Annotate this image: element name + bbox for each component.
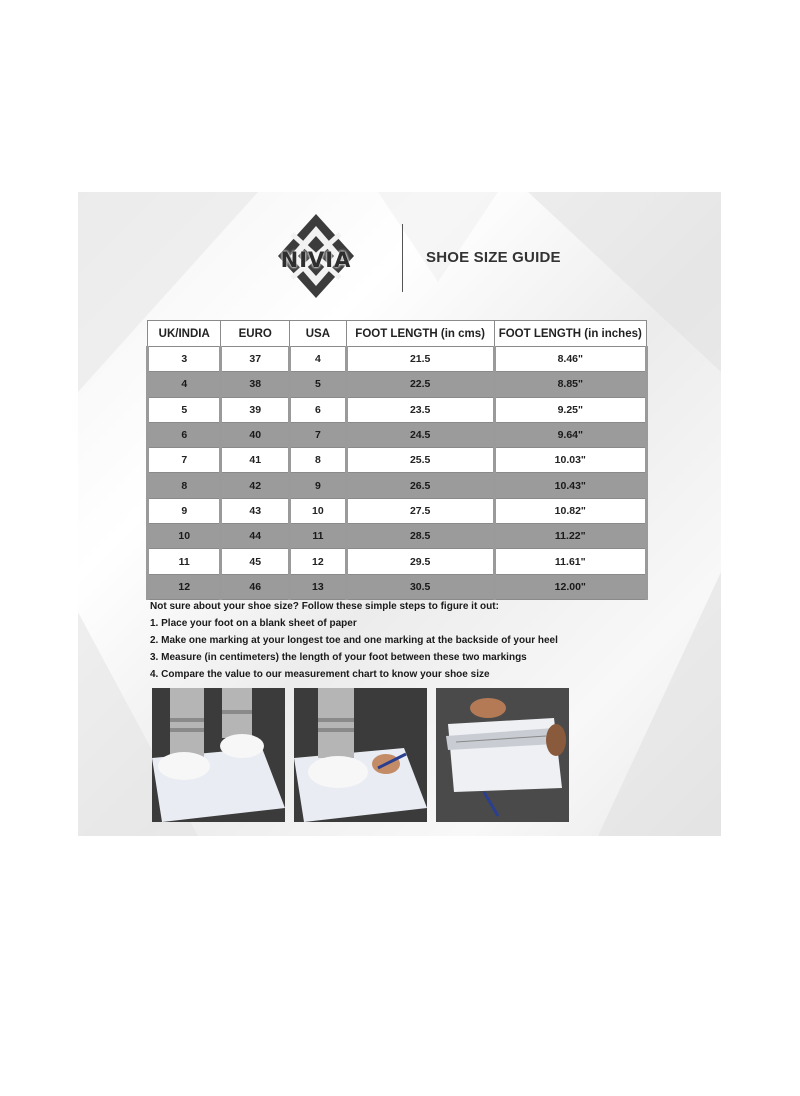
- cell-inches: 9.25": [494, 397, 646, 422]
- cell-euro: 43: [221, 498, 290, 523]
- cell-cm: 27.5: [346, 498, 494, 523]
- table-row: [148, 347, 647, 372]
- cell-uk: 9: [148, 498, 221, 523]
- cell-uk: 8: [148, 473, 221, 498]
- measurement-instructions: [150, 598, 558, 683]
- table-row: [148, 448, 647, 473]
- brand-logo: [246, 212, 386, 302]
- instruction-step: 1. Place your foot on a blank sheet of paper: [150, 618, 357, 629]
- cell-inches: 10.43": [494, 473, 646, 498]
- cell-usa: 12: [290, 549, 347, 574]
- cell-inches: 8.85": [494, 372, 646, 397]
- cell-euro: 40: [221, 422, 290, 447]
- table-row: [148, 473, 647, 498]
- cell-inches: 8.46": [494, 347, 646, 372]
- cell-uk: 5: [148, 397, 221, 422]
- cell-cm: 23.5: [346, 397, 494, 422]
- cell-euro: 39: [221, 397, 290, 422]
- instruction-step: 4. Compare the value to our measurement chart to know your shoe size: [150, 669, 490, 680]
- cell-euro: 46: [221, 574, 290, 599]
- table-row: [148, 372, 647, 397]
- cell-usa: 5: [290, 372, 347, 397]
- cell-uk: 11: [148, 549, 221, 574]
- cell-uk: 6: [148, 422, 221, 447]
- cell-uk: 3: [148, 347, 221, 372]
- header-divider: [402, 224, 403, 292]
- cell-usa: 8: [290, 448, 347, 473]
- cell-cm: 26.5: [346, 473, 494, 498]
- cell-usa: 9: [290, 473, 347, 498]
- column-header-euro: EURO: [221, 321, 290, 347]
- cell-usa: 11: [290, 524, 347, 549]
- cell-usa: 4: [290, 347, 347, 372]
- cell-cm: 25.5: [346, 448, 494, 473]
- table-row: [148, 574, 647, 599]
- cell-usa: 13: [290, 574, 347, 599]
- cell-euro: 42: [221, 473, 290, 498]
- cell-cm: 29.5: [346, 549, 494, 574]
- column-header-cm: FOOT LENGTH (in cms): [346, 321, 494, 347]
- table-row: [148, 397, 647, 422]
- size-chart-table: [146, 320, 648, 600]
- cell-uk: 7: [148, 448, 221, 473]
- cell-cm: 30.5: [346, 574, 494, 599]
- cell-inches: 11.22": [494, 524, 646, 549]
- cell-cm: 24.5: [346, 422, 494, 447]
- column-header-usa: USA: [290, 321, 347, 347]
- size-guide-panel: [78, 192, 721, 836]
- table-header-row: [148, 321, 647, 347]
- cell-euro: 41: [221, 448, 290, 473]
- cell-usa: 6: [290, 397, 347, 422]
- cell-uk: 12: [148, 574, 221, 599]
- cell-euro: 44: [221, 524, 290, 549]
- brand-name: NIVIA: [280, 248, 352, 272]
- cell-euro: 45: [221, 549, 290, 574]
- cell-inches: 11.61": [494, 549, 646, 574]
- cell-cm: 28.5: [346, 524, 494, 549]
- step-photo-measuring: [436, 688, 569, 822]
- cell-cm: 21.5: [346, 347, 494, 372]
- cell-uk: 10: [148, 524, 221, 549]
- instruction-step: 3. Measure (in centimeters) the length of your foot between these two markings: [150, 652, 527, 663]
- step-photo-marking: [294, 688, 427, 822]
- cell-inches: 10.82": [494, 498, 646, 523]
- column-header-inches: FOOT LENGTH (in inches): [494, 321, 646, 347]
- page-title: SHOE SIZE GUIDE: [426, 249, 561, 266]
- cell-inches: 12.00": [494, 574, 646, 599]
- instruction-step: 2. Make one marking at your longest toe and one marking at the backside of your heel: [150, 635, 558, 646]
- column-header-uk: UK/INDIA: [148, 321, 221, 347]
- cell-cm: 22.5: [346, 372, 494, 397]
- table-row: [148, 524, 647, 549]
- step-photo-foot-on-paper: [152, 688, 285, 822]
- table-row: [148, 549, 647, 574]
- table-row: [148, 422, 647, 447]
- cell-usa: 10: [290, 498, 347, 523]
- instructions-intro: Not sure about your shoe size? Follow these simple steps to figure it out:: [150, 601, 499, 612]
- cell-euro: 38: [221, 372, 290, 397]
- table-row: [148, 498, 647, 523]
- cell-usa: 7: [290, 422, 347, 447]
- cell-uk: 4: [148, 372, 221, 397]
- cell-inches: 10.03": [494, 448, 646, 473]
- cell-euro: 37: [221, 347, 290, 372]
- cell-inches: 9.64": [494, 422, 646, 447]
